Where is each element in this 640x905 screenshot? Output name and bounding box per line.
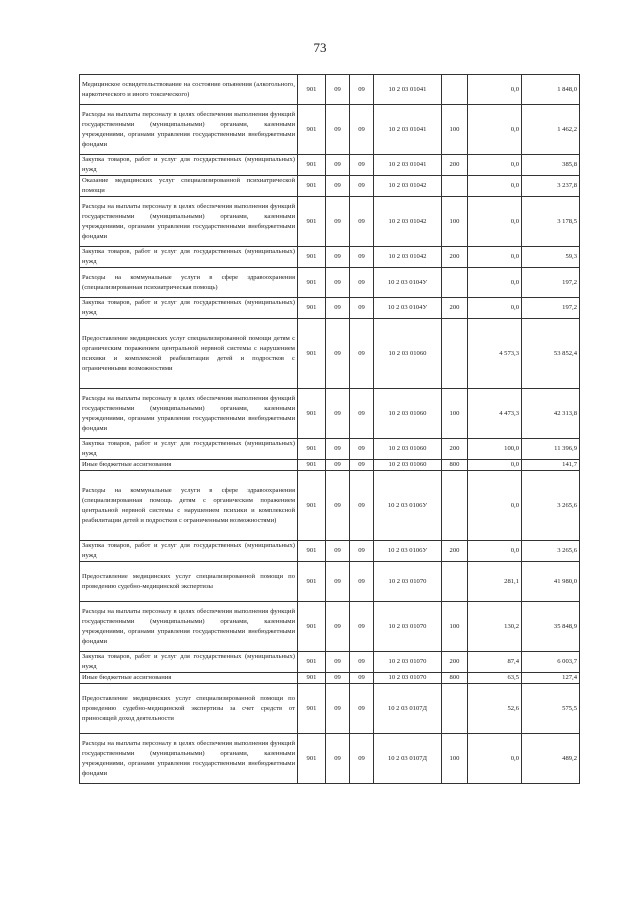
row-name: Закупка товаров, работ и услуг для государственных (муниципальных) нужд [80, 155, 298, 176]
row-expense-type: 200 [442, 541, 468, 562]
row-section-code: 09 [326, 197, 350, 247]
row-amount-2: 6 003,7 [522, 652, 580, 673]
table-row [80, 673, 580, 684]
row-target-article: 10 2 03 01070 [374, 652, 442, 673]
row-name: Закупка товаров, работ и услуг для государственных (муниципальных) нужд [80, 541, 298, 562]
row-name: Расходы на выплаты персоналу в целях обеспечения выполнения функций государственными (муниципальными) органами, казенными учреждениями, органами управления государственными внебюджетными фондами [80, 105, 298, 155]
row-grbs-code: 901 [298, 268, 326, 298]
row-subsection-code: 09 [350, 562, 374, 602]
row-amount-1: 0,0 [468, 176, 522, 197]
row-subsection-code: 09 [350, 602, 374, 652]
row-expense-type: 200 [442, 652, 468, 673]
row-name: Закупка товаров, работ и услуг для государственных (муниципальных) нужд [80, 298, 298, 319]
row-target-article: 10 2 03 0104У [374, 298, 442, 319]
row-amount-2: 1 848,0 [522, 75, 580, 105]
row-grbs-code: 901 [298, 105, 326, 155]
row-section-code: 09 [326, 541, 350, 562]
row-name: Расходы на коммунальные услуги в сфере здравоохранения (специализированная психиатрическая помощь) [80, 268, 298, 298]
row-amount-1: 0,0 [468, 541, 522, 562]
row-section-code: 09 [326, 247, 350, 268]
row-subsection-code: 09 [350, 247, 374, 268]
row-amount-2: 53 852,4 [522, 319, 580, 389]
row-subsection-code: 09 [350, 268, 374, 298]
row-grbs-code: 901 [298, 734, 326, 784]
row-subsection-code: 09 [350, 471, 374, 541]
row-section-code: 09 [326, 155, 350, 176]
row-amount-2: 35 848,9 [522, 602, 580, 652]
row-section-code: 09 [326, 176, 350, 197]
row-target-article: 10 2 03 0107Д [374, 684, 442, 734]
row-grbs-code: 901 [298, 197, 326, 247]
row-name: Закупка товаров, работ и услуг для государственных (муниципальных) нужд [80, 247, 298, 268]
row-amount-1: 0,0 [468, 298, 522, 319]
table-row [80, 176, 580, 197]
row-amount-1: 0,0 [468, 197, 522, 247]
row-amount-2: 42 313,8 [522, 389, 580, 439]
table-row [80, 460, 580, 471]
row-amount-1: 63,5 [468, 673, 522, 684]
row-expense-type [442, 176, 468, 197]
row-target-article: 10 2 03 01060 [374, 460, 442, 471]
row-target-article: 10 2 03 01060 [374, 389, 442, 439]
row-section-code: 09 [326, 673, 350, 684]
row-target-article: 10 2 03 01042 [374, 197, 442, 247]
row-section-code: 09 [326, 389, 350, 439]
row-amount-2: 3 265,6 [522, 471, 580, 541]
row-amount-1: 0,0 [468, 471, 522, 541]
row-amount-2: 11 396,9 [522, 439, 580, 460]
table-row [80, 652, 580, 673]
table-row [80, 439, 580, 460]
row-subsection-code: 09 [350, 652, 374, 673]
row-name: Расходы на выплаты персоналу в целях обеспечения выполнения функций государственными (муниципальными) органами, казенными учреждениями, органами управления государственными внебюджетными фондами [80, 197, 298, 247]
row-subsection-code: 09 [350, 684, 374, 734]
row-amount-1: 0,0 [468, 247, 522, 268]
row-amount-2: 197,2 [522, 298, 580, 319]
row-grbs-code: 901 [298, 247, 326, 268]
table-row [80, 268, 580, 298]
row-section-code: 09 [326, 562, 350, 602]
row-section-code: 09 [326, 268, 350, 298]
row-expense-type: 100 [442, 602, 468, 652]
row-expense-type: 100 [442, 197, 468, 247]
row-subsection-code: 09 [350, 734, 374, 784]
row-subsection-code: 09 [350, 319, 374, 389]
row-grbs-code: 901 [298, 541, 326, 562]
row-amount-1: 0,0 [468, 75, 522, 105]
row-target-article: 10 2 03 01041 [374, 155, 442, 176]
row-name: Иные бюджетные ассигнования [80, 673, 298, 684]
row-subsection-code: 09 [350, 389, 374, 439]
row-grbs-code: 901 [298, 673, 326, 684]
row-amount-2: 3 178,5 [522, 197, 580, 247]
row-amount-2: 489,2 [522, 734, 580, 784]
table-row [80, 75, 580, 105]
table-row [80, 684, 580, 734]
row-grbs-code: 901 [298, 460, 326, 471]
row-section-code: 09 [326, 298, 350, 319]
row-amount-2: 59,3 [522, 247, 580, 268]
row-name: Медицинское освидетельствование на состояние опьянения (алкогольного, наркотического и иного токсического) [80, 75, 298, 105]
table-row [80, 471, 580, 541]
table-row [80, 602, 580, 652]
row-section-code: 09 [326, 319, 350, 389]
row-name: Закупка товаров, работ и услуг для государственных (муниципальных) нужд [80, 439, 298, 460]
row-subsection-code: 09 [350, 176, 374, 197]
row-amount-1: 0,0 [468, 268, 522, 298]
row-grbs-code: 901 [298, 75, 326, 105]
row-amount-2: 41 980,0 [522, 562, 580, 602]
row-grbs-code: 901 [298, 652, 326, 673]
row-grbs-code: 901 [298, 562, 326, 602]
row-expense-type: 200 [442, 155, 468, 176]
row-name: Предоставление медицинских услуг специализированной помощи по проведению судебно-медицинской экспертизы [80, 562, 298, 602]
row-section-code: 09 [326, 460, 350, 471]
row-amount-2: 3 265,6 [522, 541, 580, 562]
table-row [80, 197, 580, 247]
table-row [80, 562, 580, 602]
row-grbs-code: 901 [298, 471, 326, 541]
table-row [80, 734, 580, 784]
row-amount-1: 281,1 [468, 562, 522, 602]
row-target-article: 10 2 03 01070 [374, 562, 442, 602]
row-subsection-code: 09 [350, 439, 374, 460]
row-target-article: 10 2 03 01041 [374, 75, 442, 105]
table-row [80, 155, 580, 176]
row-subsection-code: 09 [350, 155, 374, 176]
row-target-article: 10 2 03 0104У [374, 268, 442, 298]
row-target-article: 10 2 03 01070 [374, 673, 442, 684]
row-section-code: 09 [326, 734, 350, 784]
row-expense-type: 200 [442, 439, 468, 460]
row-expense-type [442, 75, 468, 105]
row-target-article: 10 2 03 01060 [374, 319, 442, 389]
row-amount-1: 87,4 [468, 652, 522, 673]
row-amount-1: 0,0 [468, 105, 522, 155]
row-grbs-code: 901 [298, 602, 326, 652]
row-section-code: 09 [326, 105, 350, 155]
row-subsection-code: 09 [350, 541, 374, 562]
row-target-article: 10 2 03 01060 [374, 439, 442, 460]
row-grbs-code: 901 [298, 684, 326, 734]
row-grbs-code: 901 [298, 155, 326, 176]
row-grbs-code: 901 [298, 319, 326, 389]
row-amount-1: 130,2 [468, 602, 522, 652]
row-expense-type [442, 471, 468, 541]
row-target-article: 10 2 03 01041 [374, 105, 442, 155]
row-name: Расходы на коммунальные услуги в сфере здравоохранения (специализированная помощь детям с органическим поражением центральной нервной системы с нарушением психики и комплексной реабилитации детей и подростков с ограниченными возможностями) [80, 471, 298, 541]
row-grbs-code: 901 [298, 389, 326, 439]
row-amount-2: 3 237,8 [522, 176, 580, 197]
row-grbs-code: 901 [298, 298, 326, 319]
table-row [80, 247, 580, 268]
row-subsection-code: 09 [350, 460, 374, 471]
row-expense-type: 200 [442, 247, 468, 268]
row-name: Расходы на выплаты персоналу в целях обеспечения выполнения функций государственными (муниципальными) органами, казенными учреждениями, органами управления государственными внебюджетными фондами [80, 734, 298, 784]
row-target-article: 10 2 03 0106У [374, 471, 442, 541]
row-target-article: 10 2 03 0106У [374, 541, 442, 562]
row-amount-1: 100,0 [468, 439, 522, 460]
table-row [80, 541, 580, 562]
row-name: Иные бюджетные ассигнования [80, 460, 298, 471]
row-section-code: 09 [326, 75, 350, 105]
budget-table [79, 74, 580, 784]
row-name: Закупка товаров, работ и услуг для государственных (муниципальных) нужд [80, 652, 298, 673]
page-number: 73 [313, 40, 327, 55]
row-name: Оказание медицинских услуг специализированной психиатрической помощи [80, 176, 298, 197]
row-amount-2: 141,7 [522, 460, 580, 471]
row-amount-1: 52,6 [468, 684, 522, 734]
row-subsection-code: 09 [350, 75, 374, 105]
table-row [80, 319, 580, 389]
row-name: Предоставление медицинских услуг специализированной помощи по проведению судебно-медицинской экспертизы за счет средств от приносящей доход деятельности [80, 684, 298, 734]
row-amount-2: 1 462,2 [522, 105, 580, 155]
row-name: Расходы на выплаты персоналу в целях обеспечения выполнения функций государственными (муниципальными) органами, казенными учреждениями, органами управления государственными внебюджетными фондами [80, 389, 298, 439]
row-target-article: 10 2 03 01070 [374, 602, 442, 652]
row-expense-type [442, 268, 468, 298]
row-amount-2: 575,5 [522, 684, 580, 734]
table-row [80, 105, 580, 155]
row-subsection-code: 09 [350, 673, 374, 684]
row-amount-2: 197,2 [522, 268, 580, 298]
row-name: Предоставление медицинских услуг специализированной помощи детям с органическим поражением центральной нервной системы с нарушением психики и комплексной реабилитации детей и подростков с ограниченными возможностями [80, 319, 298, 389]
row-target-article: 10 2 03 01042 [374, 247, 442, 268]
row-amount-1: 4 573,3 [468, 319, 522, 389]
row-amount-1: 0,0 [468, 155, 522, 176]
row-amount-2: 127,4 [522, 673, 580, 684]
row-section-code: 09 [326, 684, 350, 734]
row-grbs-code: 901 [298, 176, 326, 197]
row-name: Расходы на выплаты персоналу в целях обеспечения выполнения функций государственными (муниципальными) органами, казенными учреждениями, органами управления государственными внебюджетными фондами [80, 602, 298, 652]
row-target-article: 10 2 03 01042 [374, 176, 442, 197]
row-section-code: 09 [326, 652, 350, 673]
row-grbs-code: 901 [298, 439, 326, 460]
row-expense-type: 100 [442, 389, 468, 439]
row-expense-type: 100 [442, 734, 468, 784]
row-subsection-code: 09 [350, 298, 374, 319]
row-expense-type [442, 319, 468, 389]
row-amount-1: 0,0 [468, 734, 522, 784]
row-section-code: 09 [326, 602, 350, 652]
row-amount-1: 4 473,3 [468, 389, 522, 439]
row-subsection-code: 09 [350, 197, 374, 247]
row-amount-2: 385,8 [522, 155, 580, 176]
row-target-article: 10 2 03 0107Д [374, 734, 442, 784]
row-expense-type [442, 562, 468, 602]
row-section-code: 09 [326, 471, 350, 541]
row-expense-type: 100 [442, 105, 468, 155]
table-row [80, 298, 580, 319]
table-row [80, 389, 580, 439]
row-expense-type: 800 [442, 460, 468, 471]
row-amount-1: 0,0 [468, 460, 522, 471]
row-section-code: 09 [326, 439, 350, 460]
row-expense-type [442, 684, 468, 734]
row-subsection-code: 09 [350, 105, 374, 155]
row-expense-type: 800 [442, 673, 468, 684]
row-expense-type: 200 [442, 298, 468, 319]
